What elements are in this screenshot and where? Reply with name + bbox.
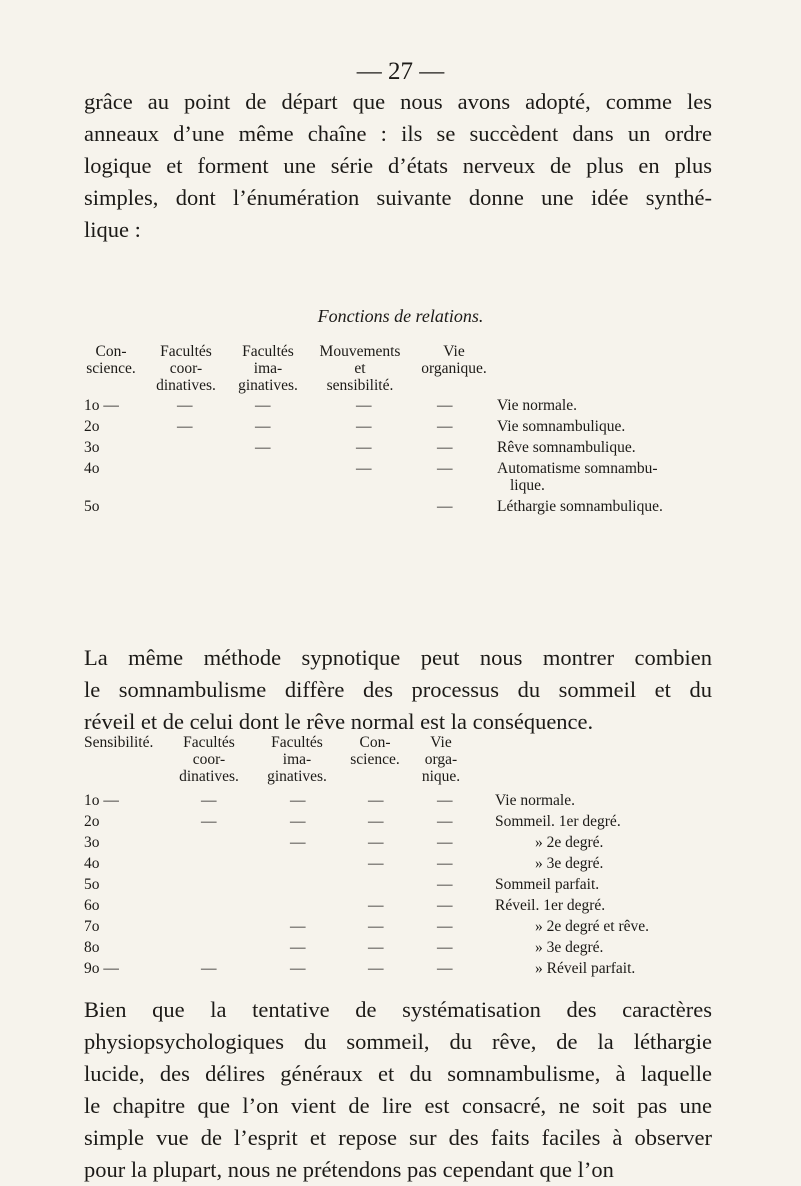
text-line: logique et forment une série d’états nerveux de plus en plus [84, 153, 712, 178]
row-label: » Réveil parfait. [535, 960, 636, 977]
dash-mark: — [201, 960, 217, 977]
row-label: Vie normale. [495, 792, 575, 809]
column-header: Con- science. [350, 734, 400, 768]
table-caption: Fonctions de relations. [317, 306, 484, 326]
row-number: 7o [84, 918, 100, 935]
dash-mark: — [437, 918, 453, 935]
text-line: lucide, des délires généraux et du somnambulisme, à laquelle [84, 1061, 712, 1086]
column-header: Sensibilité. [84, 734, 154, 751]
dash-mark: — [368, 834, 384, 851]
row-label: » 3e degré. [535, 939, 604, 956]
dash-mark: — [356, 439, 372, 456]
dash-mark: — [177, 418, 193, 435]
dash-mark: — [201, 813, 217, 830]
dash-mark: — [368, 855, 384, 872]
column-header: Facultés coor- dinatives. [179, 734, 239, 785]
dash-mark: — [368, 813, 384, 830]
dash-mark: — [290, 960, 306, 977]
dash-mark: — [368, 897, 384, 914]
row-label: » 2e degré. [535, 834, 604, 851]
dash-mark: — [356, 418, 372, 435]
text-line: physiopsychologiques du sommeil, du rêve, de la léthargie [84, 1029, 712, 1054]
text-line: simple vue de l’esprit et repose sur des faits faciles à observer [84, 1125, 712, 1150]
dash-mark: — [290, 834, 306, 851]
dash-mark: — [437, 855, 453, 872]
dash-mark: — [255, 418, 271, 435]
dash-mark: — [368, 960, 384, 977]
column-header: Mouvements et sensibilité. [319, 343, 401, 394]
dash-mark: — [437, 397, 453, 414]
row-label: Réveil. 1er degré. [495, 897, 606, 914]
dash-mark: — [437, 813, 453, 830]
text-line: le chapitre que l’on vient de lire est consacré, ne soit pas une [84, 1093, 712, 1118]
text-line: La même méthode sypnotique peut nous montrer combien [84, 645, 712, 670]
row-number: 3o [84, 834, 100, 851]
row-label: Sommeil parfait. [495, 876, 600, 893]
column-header: Vie orga- nique. [421, 734, 461, 785]
row-number: 9o — [84, 960, 119, 977]
column-header: Con- science. [86, 343, 136, 377]
dash-mark: — [437, 960, 453, 977]
dash-mark: — [368, 918, 384, 935]
dash-mark: — [368, 939, 384, 956]
column-header: Facultés ima- ginatives. [267, 734, 327, 785]
dash-mark: — [177, 397, 193, 414]
row-label: Léthargie somnambulique. [497, 498, 663, 515]
dash-mark: — [437, 439, 453, 456]
row-label: » 3e degré. [535, 855, 604, 872]
row-label: Sommeil. 1er degré. [495, 813, 621, 830]
dash-mark: — [255, 397, 271, 414]
dash-mark: — [290, 918, 306, 935]
column-header: Vie organique. [421, 343, 487, 377]
dash-mark: — [356, 460, 372, 477]
row-label: Rêve somnambulique. [497, 439, 636, 456]
text-line: simples, dont l’énumération suivante donne une idée synthé- [84, 185, 712, 210]
dash-mark: — [290, 939, 306, 956]
dash-mark: — [437, 792, 453, 809]
dash-mark: — [201, 792, 217, 809]
row-number: 1o — [84, 792, 119, 809]
dash-mark: — [290, 813, 306, 830]
dash-mark: — [437, 418, 453, 435]
text-line: pour la plupart, nous ne prétendons pas cependant que l’on [84, 1157, 614, 1182]
dash-mark: — [437, 939, 453, 956]
row-number: 8o [84, 939, 100, 956]
dash-mark: — [437, 460, 453, 477]
text-line: grâce au point de départ que nous avons adopté, comme les [84, 89, 712, 114]
row-label: Vie somnambulique. [497, 418, 626, 435]
dash-mark: — [437, 876, 453, 893]
column-header: Facultés coor- dinatives. [156, 343, 216, 394]
row-number: 5o [84, 876, 100, 893]
row-number: 2o [84, 813, 100, 830]
row-label: » 2e degré et rêve. [535, 918, 650, 935]
dash-mark: — [437, 498, 453, 515]
dash-mark: — [368, 792, 384, 809]
dash-mark: — [255, 439, 271, 456]
row-number: 3o [84, 439, 100, 456]
dash-mark: — [437, 897, 453, 914]
dash-mark: — [290, 792, 306, 809]
row-number: 4o [84, 855, 100, 872]
text-line: réveil et de celui dont le rêve normal est la conséquence. [84, 709, 594, 734]
row-label-continuation: lique. [510, 477, 545, 494]
text-line: le somnambulisme diffère des processus du sommeil et du [84, 677, 712, 702]
row-number: 1o — [84, 397, 119, 414]
row-number: 4o [84, 460, 100, 477]
row-number: 6o [84, 897, 100, 914]
dash-mark: — [437, 834, 453, 851]
column-header: Facultés ima- ginatives. [238, 343, 298, 394]
row-label: Automatisme somnambu- [497, 460, 658, 477]
page-number: — 27 — [356, 58, 445, 85]
text-line: lique : [84, 217, 141, 242]
text-line: anneaux d’une même chaîne : ils se succèdent dans un ordre [84, 121, 712, 146]
dash-mark: — [356, 397, 372, 414]
text-line: Bien que la tentative de systématisation des caractères [84, 997, 712, 1022]
row-number: 5o [84, 498, 100, 515]
row-label: Vie normale. [497, 397, 577, 414]
paragraph-conclusion [84, 994, 712, 1186]
row-number: 2o [84, 418, 100, 435]
